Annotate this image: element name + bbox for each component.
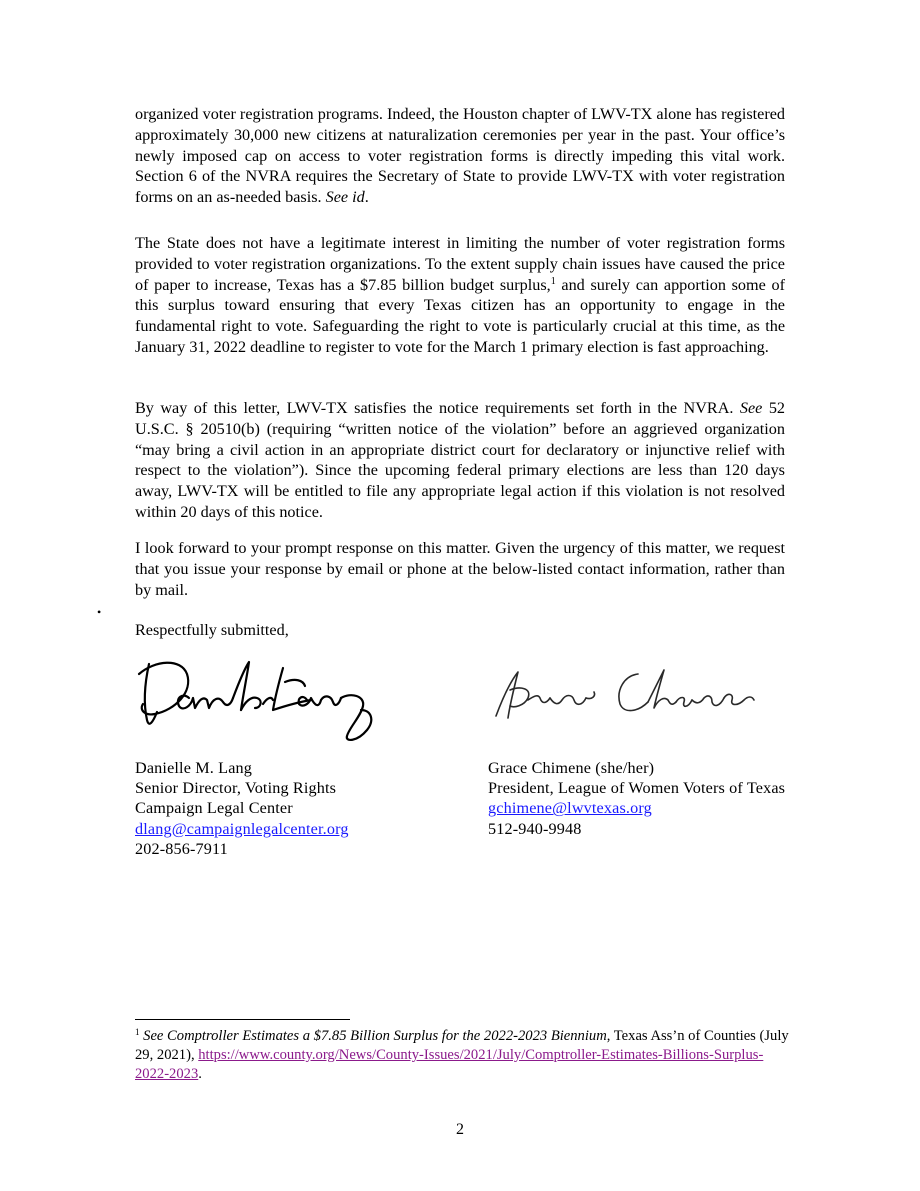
paragraph-prompt-response xyxy=(135,538,785,600)
paragraph-text: organized voter registration programs. Indeed, the Houston chapter of LWV-TX alone has registered approximately 30,000 new citizens at naturalization ceremonies per year in the past. Your office’s newly imposed cap on access to voter registration forms is directly impeding this vital work. Section 6 of the NVRA requires the Secretary of State to provide LWV-TX with voter registration forms on an as-needed basis. xyxy=(135,105,785,207)
signatory-block-chimene xyxy=(488,758,798,839)
paragraph-notice-requirements xyxy=(135,398,785,523)
signatory-block-lang xyxy=(135,758,455,859)
closing-line: Respectfully submitted, xyxy=(135,621,289,639)
footnote-number: 1 xyxy=(135,1027,140,1037)
footnote-title: See Comptroller Estimates a $7.85 Billion Surplus for the 2022-2023 Biennium xyxy=(143,1028,607,1044)
signatory-phone: 202-856-7911 xyxy=(135,839,228,858)
signature-grace-chimene xyxy=(488,660,758,725)
signatory-name: Grace Chimene (she/her) xyxy=(488,759,655,777)
page-number: 2 xyxy=(456,1121,464,1138)
signatory-phone: 512-940-9948 xyxy=(488,819,582,838)
footnote-reference[interactable]: 1 xyxy=(550,275,556,287)
signatory-title: President, League of Women Voters of Texas xyxy=(488,779,786,798)
paragraph-end: . xyxy=(364,188,369,207)
footnote-divider xyxy=(135,1019,350,1020)
citation-see: See xyxy=(739,399,763,417)
footnote-url-link[interactable]: https://www.county.org/News/County-Issues/2021/July/Comptroller-Estimates-Billions-Surplus-2022-2023 xyxy=(135,1047,764,1082)
citation-see-id: See id xyxy=(325,188,365,207)
paragraph-text: By way of this letter, LWV-TX satisfies the notice requirements set forth in the NVRA. xyxy=(135,399,740,417)
stray-bullet: • xyxy=(97,605,102,619)
footnote-1 xyxy=(135,1027,790,1084)
paragraph-state-interest xyxy=(135,233,785,358)
paragraph-text-cont: and surely can apportion some of this surplus toward ensuring that every Texas citizen has an opportunity to engage in the fundamental right to vote. Safeguarding the right to vote is particularly crucial at this time, as the January 31, 2022 deadline to register to vote for the March 1 primary election is fast approaching. xyxy=(135,275,785,356)
paragraph-nvra-forms xyxy=(135,104,785,208)
footnote-end: . xyxy=(198,1066,202,1082)
footnote-source: , Texas Ass’n of Counties (July 29, 2021), xyxy=(135,1028,789,1063)
email-link-chimene[interactable]: gchimene@lwvtexas.org xyxy=(488,799,652,818)
signatory-name: Danielle M. Lang xyxy=(135,759,253,777)
paragraph-text-cont: 52 U.S.C. § 20510(b) (requiring “written notice of the violation” before an aggrieved organization “may bring a civil action in an appropriate district court for declaratory or injunctive relief with respect to the violation”). Since the upcoming federal primary elections are less than 120 days away, LWV-TX will be entitled to file any appropriate legal action if this violation is not resolved within 20 days of this notice. xyxy=(135,399,786,521)
signatory-org: Campaign Legal Center xyxy=(135,799,293,818)
paragraph-text: The State does not have a legitimate interest in limiting the number of voter registration forms provided to voter registration organizations. To the extent supply chain issues have caused the price of paper to increase, Texas has a $7.85 billion budget surplus, xyxy=(135,234,785,294)
signatory-title: Senior Director, Voting Rights xyxy=(135,779,337,798)
email-link-lang[interactable]: dlang@campaignlegalcenter.org xyxy=(135,819,349,838)
signature-danielle-lang xyxy=(135,652,395,742)
paragraph-text: I look forward to your prompt response on this matter. Given the urgency of this matter, we request that you issue your response by email or phone at the below-listed contact information, rather than by mail. xyxy=(135,539,785,599)
